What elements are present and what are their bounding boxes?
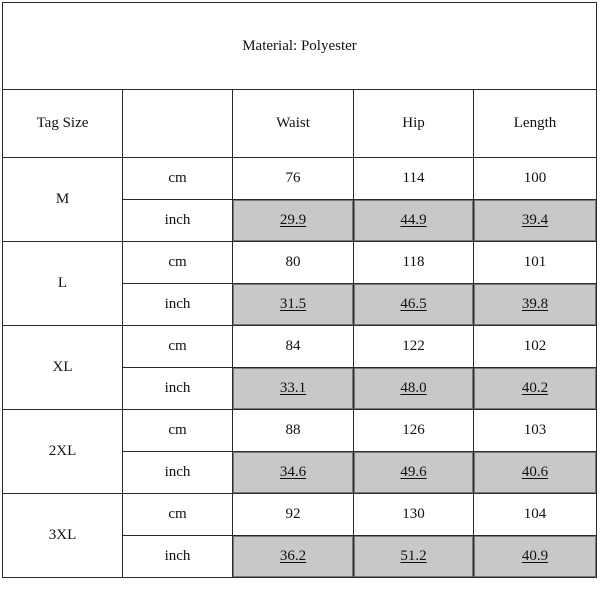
- size-table: [2, 2, 597, 578]
- length-inch: 39.4: [474, 200, 597, 242]
- length-cm: 101: [474, 242, 597, 284]
- hip-inch: 46.5: [354, 284, 474, 326]
- table-row: [3, 494, 597, 536]
- hip-cm: 130: [354, 494, 474, 536]
- waist-inch: 29.9: [233, 200, 354, 242]
- length-cm: 103: [474, 410, 597, 452]
- size-label: XL: [3, 326, 123, 410]
- header-hip: Hip: [354, 90, 474, 158]
- waist-cm: 84: [233, 326, 354, 368]
- header-length: Length: [474, 90, 597, 158]
- table-row: [3, 326, 597, 368]
- length-cm: 102: [474, 326, 597, 368]
- unit-label-inch: inch: [123, 284, 233, 326]
- waist-inch: 36.2: [233, 536, 354, 578]
- size-label: M: [3, 158, 123, 242]
- table-row: [3, 158, 597, 200]
- table-row: [3, 410, 597, 452]
- unit-label-inch: inch: [123, 200, 233, 242]
- table-row: [3, 242, 597, 284]
- waist-cm: 76: [233, 158, 354, 200]
- waist-inch: 33.1: [233, 368, 354, 410]
- unit-label-cm: cm: [123, 242, 233, 284]
- waist-cm: 92: [233, 494, 354, 536]
- size-label: 2XL: [3, 410, 123, 494]
- unit-label-inch: inch: [123, 536, 233, 578]
- hip-inch: 48.0: [354, 368, 474, 410]
- header-row: [3, 90, 597, 158]
- unit-label-cm: cm: [123, 494, 233, 536]
- length-inch: 40.2: [474, 368, 597, 410]
- unit-label-cm: cm: [123, 326, 233, 368]
- unit-label-inch: inch: [123, 368, 233, 410]
- size-label: L: [3, 242, 123, 326]
- hip-cm: 126: [354, 410, 474, 452]
- hip-cm: 114: [354, 158, 474, 200]
- hip-inch: 44.9: [354, 200, 474, 242]
- hip-inch: 51.2: [354, 536, 474, 578]
- waist-inch: 34.6: [233, 452, 354, 494]
- size-label: 3XL: [3, 494, 123, 578]
- hip-cm: 122: [354, 326, 474, 368]
- length-inch: 40.6: [474, 452, 597, 494]
- unit-label-inch: inch: [123, 452, 233, 494]
- unit-label-cm: cm: [123, 410, 233, 452]
- length-cm: 100: [474, 158, 597, 200]
- header-unit: [123, 90, 233, 158]
- material-title: Material: Polyester: [3, 3, 597, 90]
- length-inch: 39.8: [474, 284, 597, 326]
- waist-cm: 88: [233, 410, 354, 452]
- length-inch: 40.9: [474, 536, 597, 578]
- header-waist: Waist: [233, 90, 354, 158]
- waist-cm: 80: [233, 242, 354, 284]
- length-cm: 104: [474, 494, 597, 536]
- waist-inch: 31.5: [233, 284, 354, 326]
- header-tag-size: Tag Size: [3, 90, 123, 158]
- hip-inch: 49.6: [354, 452, 474, 494]
- hip-cm: 118: [354, 242, 474, 284]
- unit-label-cm: cm: [123, 158, 233, 200]
